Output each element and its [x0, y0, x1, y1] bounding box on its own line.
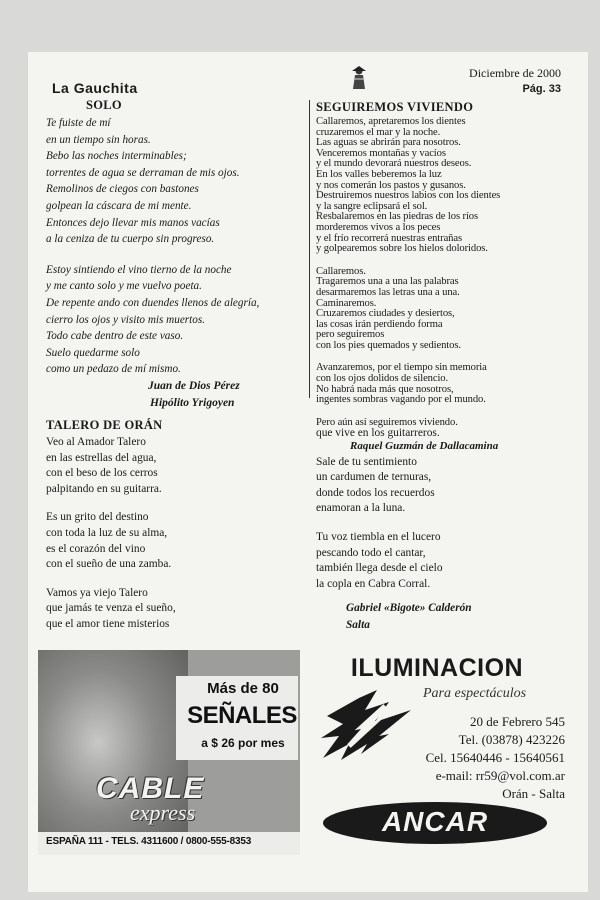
poem-author: Gabriel «Bigote» Calderón — [346, 602, 472, 615]
poem-line: Estoy sintiendo el vino tierno de la noche — [46, 263, 232, 276]
poem-title: TALERO DE ORÁN — [46, 418, 163, 432]
poem-line: Sale de tu sentimiento — [316, 455, 417, 468]
poem-line: palpitando en su guitarra. — [46, 482, 162, 495]
lightning-bolt-icon — [319, 688, 419, 770]
poem-line: Venceremos montañas y vacíos — [316, 147, 446, 159]
poem-line: en las estrellas del agua, — [46, 451, 157, 464]
poem-line: y el frío recorrerá nuestras entrañas — [316, 232, 463, 244]
poem-stanza — [316, 426, 566, 592]
poem-line: Vamos ya viejo Talero — [46, 586, 148, 599]
poem-line: Pero aún así seguiremos viviendo. — [316, 416, 458, 428]
poem-line: Entonces dejo llevar mis manos vacías — [46, 216, 220, 229]
poem-line: con el sueño de una zamba. — [46, 558, 172, 571]
poem-line: Suelo quedarme solo — [46, 346, 140, 359]
ad-cellphone: Cel. 15640446 - 15640561 — [425, 750, 565, 765]
ad-headline-big: SEÑALES — [187, 702, 297, 729]
poem-place: Salta — [346, 619, 370, 632]
ad-address: 20 de Febrero 545 — [470, 714, 565, 729]
ad-phone: Tel. (03878) 423226 — [458, 732, 565, 747]
poem-line: con toda la luz de su alma, — [46, 526, 168, 539]
poem-line: es el corazón del vino — [46, 542, 146, 555]
poem-line: Tu voz tiembla en el lucero — [316, 530, 441, 543]
poem-line: Tragaremos una a una las palabras — [316, 276, 459, 288]
poem-line: Cruzaremos ciudades y desiertos, — [316, 308, 455, 320]
poem-seguiremos — [316, 100, 576, 452]
poem-line: Te fuiste de mí — [46, 117, 111, 129]
poem-line: a la ceniza de tu cuerpo sin progreso. — [46, 233, 215, 246]
poem-line: Avanzaremos, por el tiempo sin memoria — [316, 362, 487, 374]
poem-author: Juan de Dios Pérez — [148, 379, 240, 392]
ad-city: Orán - Salta — [502, 786, 565, 801]
poem-line: que el amor tiene misterios — [46, 617, 170, 630]
ad-brand-script: express — [130, 800, 196, 825]
poem-line: pero seguiremos — [316, 329, 385, 341]
poem-line: en un tiempo sin horas. — [46, 133, 151, 146]
issue-date: Diciembre de 2000 — [469, 66, 561, 80]
column-divider — [309, 100, 310, 398]
ad-brand: ANCAR — [381, 806, 489, 837]
poem-line: y la sangre eclipsará el sol. — [316, 200, 428, 212]
page-number: Pág. 33 — [522, 83, 561, 95]
poem-line: Callaremos. — [316, 265, 366, 277]
poem-line: morderemos vivos a los peces — [316, 221, 441, 233]
poem-line: Bebo las noches interminables; — [46, 150, 187, 163]
poem-line: pescando todo el cantar, — [316, 546, 426, 559]
poem-line: con los pies quemados y sedientos. — [316, 339, 461, 351]
ad-headline: Más de 80 — [207, 680, 279, 697]
poem-line: y nos comerán los pastos y gusanos. — [316, 179, 466, 191]
poem-line: y el mundo devorará nuestros deseos. — [316, 158, 472, 170]
poem-line: y golpearemos sobre los hielos doloridos. — [316, 243, 488, 255]
poem-line: Remolinos de ciegos con bastones — [46, 183, 199, 196]
poem-author: Raquel Guzmán de Dallacamina — [350, 440, 499, 453]
publication-title: La Gauchita — [52, 80, 138, 96]
poem-line: Es un grito del destino — [46, 511, 149, 524]
poem-line: En los valles beberemos la luz — [316, 168, 442, 180]
poem-line: De repente ando con duendes llenos de alegría, — [46, 296, 260, 309]
poem-line: Caminaremos. — [316, 297, 377, 309]
poem-line: que jamás te venza el sueño, — [46, 602, 176, 615]
poem-line: Destruiremos nuestros labios con los dientes — [316, 190, 501, 202]
poem-line: con los ojos dolidos de silencio. — [316, 373, 449, 385]
poem-line: Veo al Amador Talero — [46, 436, 146, 448]
poem-stanza — [46, 115, 308, 378]
poem-solo — [46, 98, 308, 412]
poem-line: con el beso de los cerros — [46, 467, 158, 480]
ad-price: a $ 26 por mes — [201, 736, 285, 750]
ad-title: ILUMINACION — [350, 654, 524, 682]
poem-line: también llega desde el cielo — [316, 562, 443, 575]
ad-subtitle: Para espectáculos — [423, 686, 527, 701]
poem-line: cruzaremos el mar y la noche. — [316, 126, 441, 138]
poem-line: enamoran a la luna. — [316, 502, 406, 515]
poem-line: Las aguas se abrirán para nosotros. — [316, 137, 461, 149]
poem-stanza — [316, 117, 576, 428]
poem-line: golpean la cáscara de mi mente. — [46, 199, 192, 212]
poem-line: Todo cabe dentro de este vaso. — [46, 330, 184, 343]
ad-iluminacion — [305, 650, 567, 855]
poem-line: Resbalaremos en las piedras de los ríos — [316, 211, 479, 223]
poem-line: torrentes de agua se derraman de mis ojos. — [46, 166, 240, 179]
poem-talero — [46, 418, 311, 633]
poem-line: un cardumen de ternuras, — [316, 471, 432, 484]
poem-title: SOLO — [86, 98, 122, 112]
poem-line: desarmaremos las letras una a una. — [316, 286, 460, 298]
poem-title: SEGUIREMOS VIVIENDO — [316, 100, 474, 114]
poem-line: donde todos los recuerdos — [316, 486, 435, 499]
ad-brand: CABLE — [96, 772, 205, 805]
poem-line: Callaremos, apretaremos los dientes — [316, 116, 466, 127]
poem-line: como un pedazo de mí mismo. — [46, 363, 181, 376]
poem-place: Hipólito Yrigoyen — [150, 396, 235, 409]
poem-line: que vive en los guitarreros. — [316, 427, 440, 439]
ad-email: e-mail: rr59@vol.com.ar — [435, 768, 565, 783]
poem-line: cierro los ojos y visito mis muertos. — [46, 313, 206, 326]
poem-line: ingentes sombras vagando por el mundo. — [316, 394, 486, 406]
page-header — [52, 62, 567, 102]
poem-talero-continued — [316, 424, 566, 634]
poem-line: No habrá nada más que nosotros, — [316, 383, 454, 395]
poem-line: las cosas irán perdiendo forma — [316, 318, 443, 330]
ad-footer-contact: ESPAÑA 111 - TELS. 4311600 / 0800-555-8353 — [46, 836, 252, 847]
poem-line: la copla en Cabra Corral. — [316, 577, 431, 590]
ad-cable-express — [38, 650, 300, 855]
gaucho-logo-icon — [350, 65, 368, 91]
poem-stanza — [46, 435, 311, 633]
poem-line: y me canto solo y me vuelvo poeta. — [46, 280, 202, 293]
